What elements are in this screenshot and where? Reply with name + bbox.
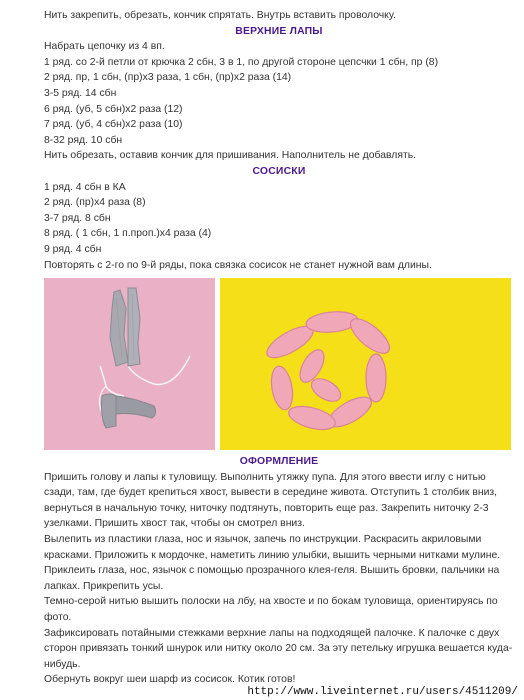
decoration-instructions <box>44 470 514 688</box>
sausages-instructions <box>44 180 514 274</box>
instruction-line: Нить обрезать, оставив кончик для пришивания. Наполнитель не добавлять. <box>44 150 417 162</box>
instruction-line: 8 ряд. ( 1 сбн, 1 п.проп.)х4 раза (4) <box>44 228 212 240</box>
instruction-line: Зафиксировать потайными стежками верхние лапы на подходящей палочке. К палочке с двух <box>44 627 500 639</box>
instruction-line: Обернуть вокруг шеи шарф из сосисок. Котик готов! <box>44 674 296 686</box>
instruction-line: 1 ряд. 4 сбн в КА <box>44 181 126 193</box>
intro-text: Нить закрепить, обрезать, кончик спрятать. Внутрь вставить проволочку. <box>44 10 396 21</box>
heading-sausages: СОСИСКИ <box>252 165 306 177</box>
instruction-line: вернуться в начальную точку, ниточку подтянуть, повторить еще раз. Закрепить ниточку 2-3 <box>44 502 489 514</box>
instruction-line: 7 ряд. (уб, 4 сбн)х2 раза (10) <box>44 119 183 131</box>
instruction-line: Вылепить из пластики глаза, нос и язычок, запечь по инструкции. Раскрасить акриловыми <box>44 534 482 546</box>
instruction-line: 2 ряд. (пр)х4 раза (8) <box>44 197 146 209</box>
photo-knitted-sausages <box>220 278 511 450</box>
upper-paws-instructions <box>44 39 514 164</box>
document-page <box>44 8 514 688</box>
instruction-line: Приклеить глаза, нос, язычок с помощью прозрачного клея-геля. Вышить бровки, пальчики на <box>44 565 500 577</box>
instruction-line: 6 ряд. (уб, 5 сбн)х2 раза (12) <box>44 103 183 115</box>
instruction-line: сторон привязать тонкий шнурок или нитку около 20 см. За эту петельку игрушка вешается куда- <box>44 643 513 655</box>
instruction-line: нибудь. <box>44 658 81 670</box>
instruction-line: фото. <box>44 612 72 624</box>
instruction-line: 3-5 ряд. 14 сбн <box>44 87 117 99</box>
instruction-line: 1 ряд. со 2-й петли от крючка 2 сбн, 3 в 1, по другой стороне цепсчки 1 сбн, пр (8) <box>44 56 439 68</box>
instruction-line: 2 ряд. пр, 1 сбн, (пр)х3 раза, 1 сбн, (пр)х2 раза (14) <box>44 72 292 84</box>
knitted-sausages-illustration <box>220 278 511 450</box>
instruction-line: сзади, там, где будет крепиться хвост, вывести в середине живота. Отступить 1 столбик вниз, <box>44 487 498 499</box>
instruction-line: красками. Приложить к мордочке, наметить линию улыбки, вышить черными нитками мулине. <box>44 549 501 561</box>
heading-decoration: ОФОРМЛЕНИЕ <box>239 456 319 468</box>
instruction-line: Повторять с 2-го по 9-й ряды, пока связка сосисок не станет нужной вам длины. <box>44 259 432 271</box>
instruction-line: узелками. Пришить хвост так, чтобы он смотрел вниз. <box>44 518 305 530</box>
knitted-paws-illustration <box>44 278 215 450</box>
watermark-url: http://www.liveinternet.ru/users/4511209/ <box>247 686 518 698</box>
instruction-line: лапках. Прикрепить усы. <box>44 580 164 592</box>
photo-row <box>44 278 514 450</box>
instruction-line: Пришить голову и лапы к туловищу. Выполнить утяжку пупа. Для этого ввести иглу с нитью <box>44 471 486 483</box>
instruction-line: 8-32 ряд. 10 сбн <box>44 134 123 146</box>
instruction-line: Набрать цепочку из 4 вп. <box>44 41 165 53</box>
instruction-line: Темно-серой нитью вышить полоски на лбу, на хвосте и по бокам туловища, ориентируясь по <box>44 596 498 608</box>
heading-upper-paws: ВЕРХНИЕ ЛАПЫ <box>235 25 323 37</box>
instruction-line: 9 ряд. 4 сбн <box>44 243 102 255</box>
photo-knitted-paws <box>44 278 215 450</box>
instruction-line: 3-7 ряд. 8 сбн <box>44 212 111 224</box>
